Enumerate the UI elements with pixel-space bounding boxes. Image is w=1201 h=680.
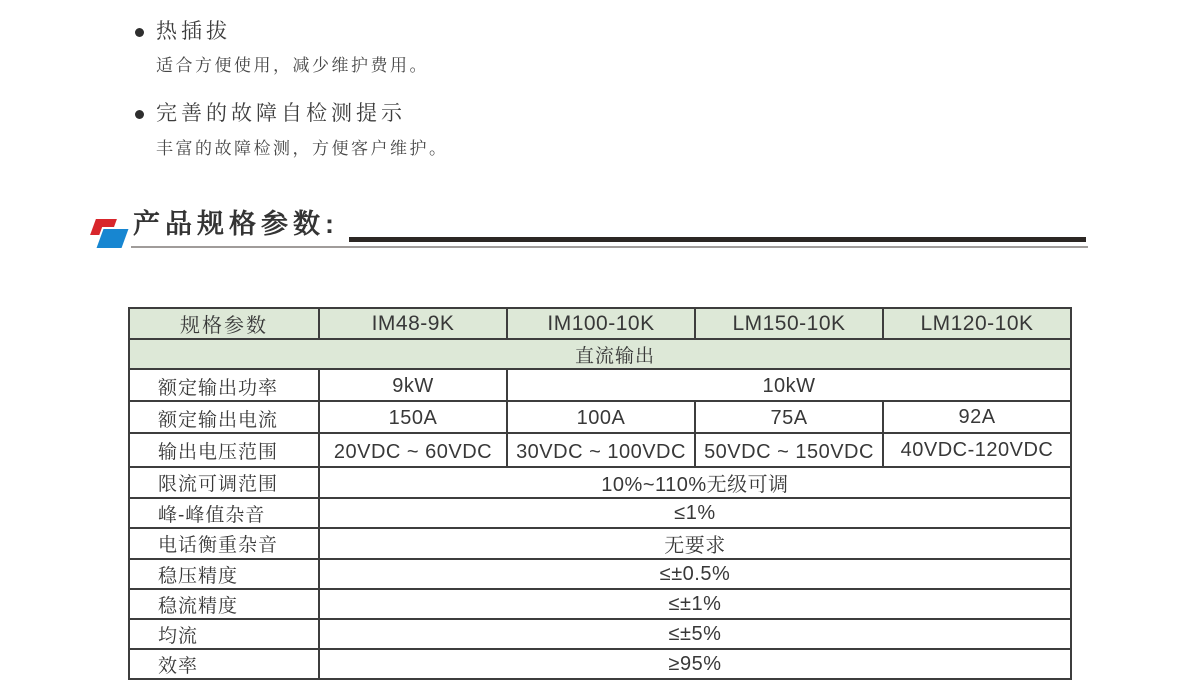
bullet-icon (135, 110, 144, 119)
col-header-model-2: IM100-10K (507, 308, 695, 339)
feature-title: 完善的故障自检测提示 (156, 102, 406, 125)
spec-value-cell: 9kW (319, 369, 507, 401)
spec-value-cell: ≥95% (319, 649, 1071, 679)
spec-value-cell: 20VDC ~ 60VDC (319, 433, 507, 467)
section-title: 产品规格参数: (133, 209, 339, 239)
feature-item-fault-detection (135, 102, 406, 126)
feature-title: 热插拔 (156, 20, 231, 43)
spec-row-label: 输出电压范围 (129, 433, 319, 467)
spec-value-cell: 10kW (507, 369, 1071, 401)
table-row (129, 369, 1071, 401)
spec-value-cell: 40VDC-120VDC (883, 433, 1071, 467)
spec-value-cell: 10%~110%无级可调 (319, 467, 1071, 498)
feature-item-hot-swap (135, 20, 231, 44)
table-row (129, 433, 1071, 467)
table-row (129, 559, 1071, 589)
col-header-model-1: IM48-9K (319, 308, 507, 339)
spec-value-cell: 150A (319, 401, 507, 433)
spec-value-cell: 50VDC ~ 150VDC (695, 433, 883, 467)
bullet-icon (135, 28, 144, 37)
spec-value-cell: ≤±5% (319, 619, 1071, 649)
table-row (129, 498, 1071, 528)
spec-table (128, 307, 1072, 680)
spec-value-cell: ≤±1% (319, 589, 1071, 619)
col-header-param: 规格参数 (129, 308, 319, 339)
feature-description: 适合方便使用，减少维护费用。 (156, 56, 429, 75)
section-accent-blue-parallelogram-icon (97, 229, 129, 248)
table-row (129, 619, 1071, 649)
table-header-row (129, 308, 1071, 339)
spec-value-cell: ≤1% (319, 498, 1071, 528)
spec-value-cell: 无要求 (319, 528, 1071, 559)
spec-value-cell: 92A (883, 401, 1071, 433)
spec-row-label: 稳流精度 (129, 589, 319, 619)
col-header-model-3: LM150-10K (695, 308, 883, 339)
spec-row-label: 限流可调范围 (129, 467, 319, 498)
section-underline-thin (131, 246, 1088, 248)
spec-row-label: 稳压精度 (129, 559, 319, 589)
group-header-dc-output: 直流输出 (129, 339, 1071, 369)
table-row (129, 467, 1071, 498)
spec-value-cell: 100A (507, 401, 695, 433)
spec-value-cell: 75A (695, 401, 883, 433)
spec-value-cell: 30VDC ~ 100VDC (507, 433, 695, 467)
col-header-model-4: LM120-10K (883, 308, 1071, 339)
spec-row-label: 电话衡重杂音 (129, 528, 319, 559)
table-group-row (129, 339, 1071, 369)
spec-value-cell: ≤±0.5% (319, 559, 1071, 589)
table-row (129, 649, 1071, 679)
spec-row-label: 效率 (129, 649, 319, 679)
table-row (129, 401, 1071, 433)
table-row (129, 528, 1071, 559)
spec-row-label: 额定输出功率 (129, 369, 319, 401)
section-underline-thick (349, 237, 1086, 242)
spec-row-label: 额定输出电流 (129, 401, 319, 433)
table-row (129, 589, 1071, 619)
spec-row-label: 峰-峰值杂音 (129, 498, 319, 528)
feature-description: 丰富的故障检测，方便客户维护。 (156, 139, 449, 158)
spec-row-label: 均流 (129, 619, 319, 649)
